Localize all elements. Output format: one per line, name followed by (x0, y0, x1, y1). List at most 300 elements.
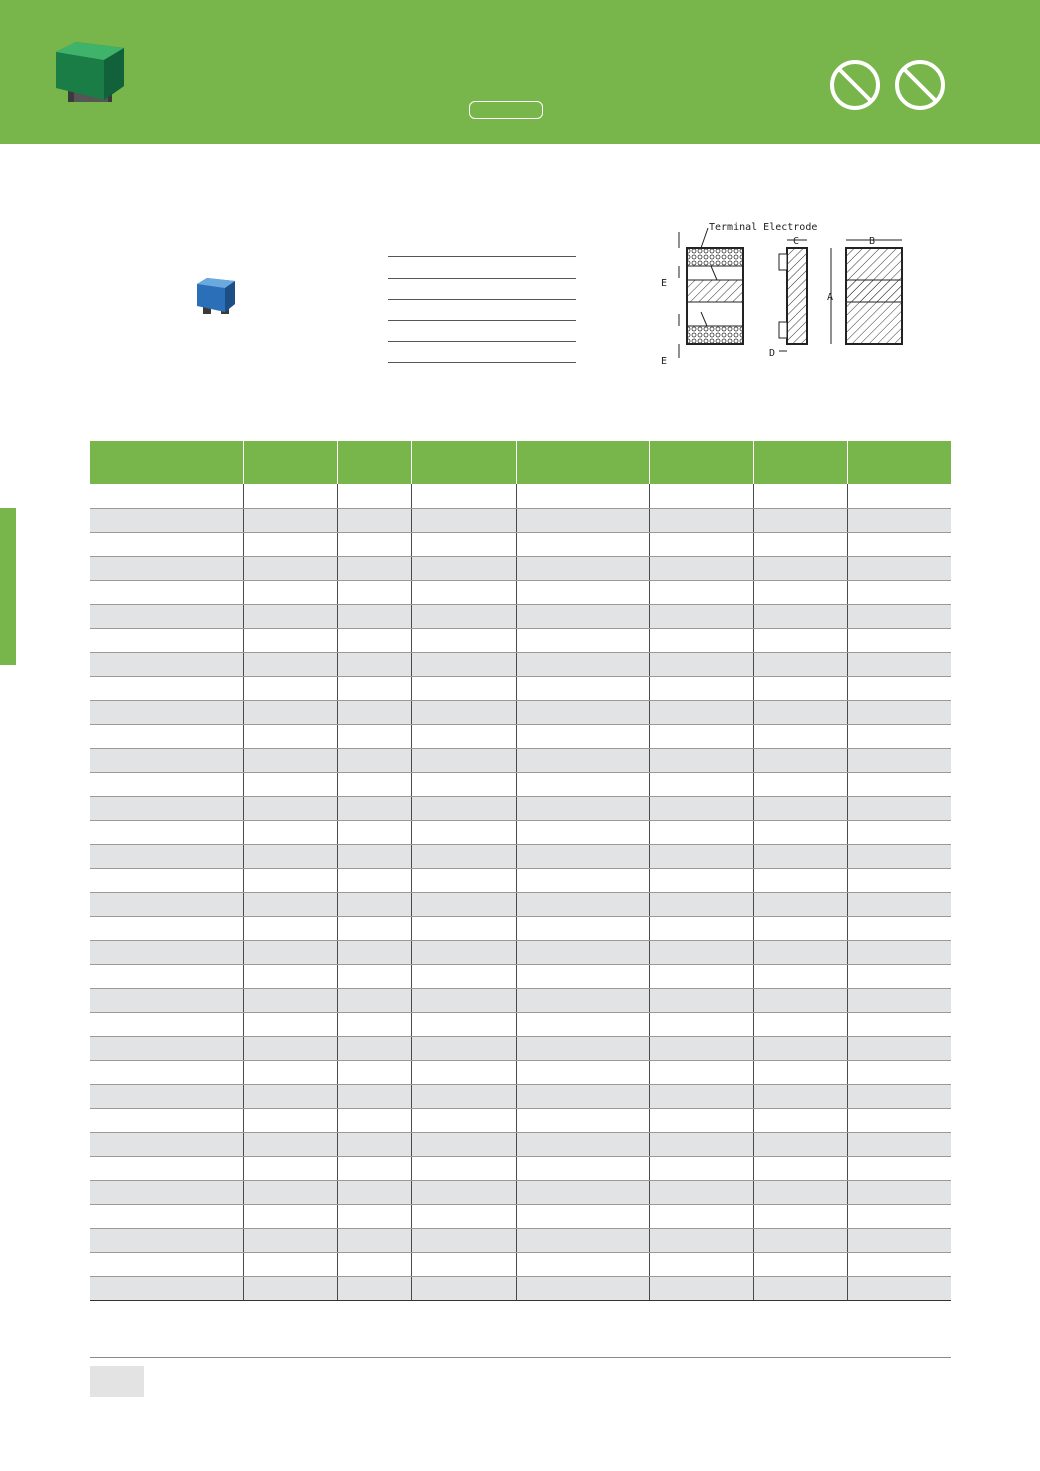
table-row (90, 556, 951, 580)
table-cell (90, 748, 243, 772)
table-cell (243, 1036, 337, 1060)
table-cell (337, 1060, 411, 1084)
table-cell (243, 1060, 337, 1084)
table-cell (847, 580, 951, 604)
table-cell (337, 724, 411, 748)
table-cell (516, 988, 649, 1012)
table-row (90, 1228, 951, 1252)
table-cell (516, 1180, 649, 1204)
table-cell (516, 964, 649, 988)
table-cell (411, 844, 516, 868)
table-cell (649, 676, 753, 700)
table-cell (649, 556, 753, 580)
table-cell (649, 532, 753, 556)
table-cell (411, 1108, 516, 1132)
table-cell (411, 772, 516, 796)
table-cell (337, 1132, 411, 1156)
table-cell (516, 1060, 649, 1084)
table-cell (411, 628, 516, 652)
table-cell (753, 1012, 847, 1036)
table-cell (90, 1180, 243, 1204)
table-cell (847, 700, 951, 724)
table-cell (243, 484, 337, 508)
table-row (90, 964, 951, 988)
table-body (90, 484, 951, 1300)
table-cell (649, 604, 753, 628)
table-cell (411, 748, 516, 772)
table-cell (649, 652, 753, 676)
table-cell (337, 604, 411, 628)
table-row (90, 1108, 951, 1132)
table-cell (411, 1060, 516, 1084)
table-cell (337, 1156, 411, 1180)
table-cell (753, 988, 847, 1012)
table-cell (243, 820, 337, 844)
table-cell (90, 772, 243, 796)
table-cell (411, 604, 516, 628)
table-cell (90, 556, 243, 580)
table-cell (90, 700, 243, 724)
table-cell (90, 1060, 243, 1084)
table-cell (516, 1132, 649, 1156)
column-header (90, 441, 243, 484)
table-cell (411, 1036, 516, 1060)
table-cell (847, 1036, 951, 1060)
ordering-code-table (388, 256, 576, 363)
table-cell (90, 604, 243, 628)
table-cell (847, 604, 951, 628)
table-cell (243, 532, 337, 556)
table-cell (243, 508, 337, 532)
table-cell (90, 964, 243, 988)
table-cell (337, 1012, 411, 1036)
table-cell (753, 1180, 847, 1204)
table-row (90, 796, 951, 820)
table-cell (516, 916, 649, 940)
table-cell (753, 700, 847, 724)
table-row (90, 988, 951, 1012)
table-cell (753, 1060, 847, 1084)
table-row (90, 532, 951, 556)
table-cell (516, 532, 649, 556)
table-cell (649, 748, 753, 772)
table-row (90, 628, 951, 652)
table-cell (90, 652, 243, 676)
table-cell (753, 892, 847, 916)
table-row (90, 580, 951, 604)
dim-e-top: E (661, 278, 668, 289)
table-cell (411, 556, 516, 580)
dim-d: D (769, 348, 776, 359)
table-cell (243, 628, 337, 652)
table-cell (243, 772, 337, 796)
table-cell (516, 580, 649, 604)
table-cell (516, 1012, 649, 1036)
table-cell (337, 532, 411, 556)
table-cell (411, 868, 516, 892)
table-cell (243, 1156, 337, 1180)
table-cell (243, 1252, 337, 1276)
table-cell (243, 1204, 337, 1228)
table-row (90, 724, 951, 748)
table-cell (649, 916, 753, 940)
table-cell (847, 892, 951, 916)
table-cell (847, 1132, 951, 1156)
dim-c: C (793, 236, 800, 247)
table-cell (649, 1228, 753, 1252)
table-cell (411, 652, 516, 676)
table-cell (516, 628, 649, 652)
table-cell (753, 820, 847, 844)
table-cell (337, 556, 411, 580)
table-row (90, 1204, 951, 1228)
inductor-product-icon (50, 40, 130, 110)
table-cell (753, 796, 847, 820)
table-cell (753, 772, 847, 796)
table-cell (649, 892, 753, 916)
table-cell (243, 1228, 337, 1252)
table-cell (90, 1084, 243, 1108)
table-cell (337, 916, 411, 940)
table-cell (649, 1252, 753, 1276)
table-cell (411, 508, 516, 532)
table-cell (411, 724, 516, 748)
table-cell (649, 628, 753, 652)
table-cell (753, 652, 847, 676)
table-cell (516, 724, 649, 748)
table-cell (753, 1228, 847, 1252)
table-cell (847, 748, 951, 772)
table-cell (649, 868, 753, 892)
table-cell (847, 508, 951, 532)
table-cell (90, 532, 243, 556)
table-cell (649, 820, 753, 844)
table-cell (516, 556, 649, 580)
table-cell (90, 484, 243, 508)
table-cell (411, 940, 516, 964)
table-rule (388, 342, 576, 363)
side-view (787, 248, 807, 344)
table-cell (649, 940, 753, 964)
table-cell (753, 748, 847, 772)
column-header (243, 441, 337, 484)
table-cell (337, 988, 411, 1012)
table-cell (337, 892, 411, 916)
table-cell (649, 724, 753, 748)
table-cell (753, 916, 847, 940)
table-cell (847, 628, 951, 652)
table-cell (411, 916, 516, 940)
table-cell (337, 1252, 411, 1276)
table-row (90, 1180, 951, 1204)
table-cell (411, 964, 516, 988)
table-cell (847, 820, 951, 844)
table-cell (411, 1180, 516, 1204)
table-cell (649, 796, 753, 820)
table-cell (847, 916, 951, 940)
table-row (90, 1132, 951, 1156)
table-cell (847, 964, 951, 988)
table-cell (753, 964, 847, 988)
table-row (90, 508, 951, 532)
table-cell (649, 1204, 753, 1228)
table-cell (516, 796, 649, 820)
table-cell (90, 580, 243, 604)
table-cell (516, 892, 649, 916)
table-cell (753, 868, 847, 892)
table-row (90, 844, 951, 868)
table-cell (649, 844, 753, 868)
table-cell (337, 940, 411, 964)
table-cell (649, 1060, 753, 1084)
table-cell (243, 1012, 337, 1036)
table-cell (649, 988, 753, 1012)
table-row (90, 916, 951, 940)
table-cell (516, 940, 649, 964)
table-row (90, 772, 951, 796)
table-cell (90, 796, 243, 820)
table-cell (516, 1156, 649, 1180)
table-cell (516, 508, 649, 532)
table-row (90, 820, 951, 844)
table-cell (847, 1108, 951, 1132)
table-cell (649, 700, 753, 724)
table-cell (847, 652, 951, 676)
table-cell (753, 1276, 847, 1300)
table-cell (847, 1012, 951, 1036)
table-cell (243, 604, 337, 628)
table-cell (243, 556, 337, 580)
table-cell (649, 1012, 753, 1036)
table-row (90, 940, 951, 964)
table-row (90, 868, 951, 892)
table-cell (847, 1156, 951, 1180)
table-row (90, 700, 951, 724)
column-header (411, 441, 516, 484)
table-cell (243, 1084, 337, 1108)
table-cell (243, 844, 337, 868)
table-cell (411, 892, 516, 916)
table-cell (243, 748, 337, 772)
dim-b: B (869, 236, 876, 247)
table-cell (649, 1036, 753, 1060)
table-rule (388, 258, 576, 279)
table-cell (847, 772, 951, 796)
component-photo (193, 276, 239, 316)
table-cell (649, 1084, 753, 1108)
table-cell (516, 868, 649, 892)
table-cell (847, 1084, 951, 1108)
table-cell (649, 1180, 753, 1204)
table-cell (753, 1252, 847, 1276)
table-cell (90, 1108, 243, 1132)
table-cell (243, 1132, 337, 1156)
no-symbol-icon (894, 59, 946, 111)
table-cell (753, 1084, 847, 1108)
table-cell (847, 796, 951, 820)
table-cell (243, 676, 337, 700)
page-number-box (90, 1366, 144, 1397)
table-cell (847, 484, 951, 508)
table-cell (847, 1060, 951, 1084)
table-cell (411, 1084, 516, 1108)
table-cell (847, 1228, 951, 1252)
dim-e-bottom: E (661, 356, 668, 367)
table-cell (753, 724, 847, 748)
no-symbol-icon (829, 59, 881, 111)
table-cell (847, 724, 951, 748)
table-cell (337, 1228, 411, 1252)
table-cell (337, 700, 411, 724)
table-cell (337, 1108, 411, 1132)
table-cell (847, 868, 951, 892)
table-cell (411, 820, 516, 844)
table-cell (753, 508, 847, 532)
table-cell (847, 844, 951, 868)
table-rule (388, 321, 576, 342)
table-cell (337, 868, 411, 892)
table-cell (516, 1108, 649, 1132)
table-cell (847, 1180, 951, 1204)
table-cell (753, 844, 847, 868)
table-cell (337, 1084, 411, 1108)
table-row (90, 484, 951, 508)
table-cell (90, 868, 243, 892)
table-cell (243, 796, 337, 820)
table-cell (243, 940, 337, 964)
table-cell (753, 1108, 847, 1132)
column-header (847, 441, 951, 484)
table-cell (516, 844, 649, 868)
table-row (90, 892, 951, 916)
table-cell (847, 988, 951, 1012)
table-cell (90, 940, 243, 964)
table-cell (243, 1276, 337, 1300)
table-cell (337, 508, 411, 532)
table-cell (411, 1228, 516, 1252)
table-cell (337, 652, 411, 676)
table-row (90, 1084, 951, 1108)
table-row (90, 604, 951, 628)
table-cell (649, 1156, 753, 1180)
table-cell (847, 532, 951, 556)
table-cell (753, 940, 847, 964)
table-row (90, 1060, 951, 1084)
column-header (649, 441, 753, 484)
table-cell (337, 1204, 411, 1228)
table-row (90, 1012, 951, 1036)
table-cell (90, 1156, 243, 1180)
table-cell (337, 820, 411, 844)
table-cell (411, 532, 516, 556)
table-cell (90, 1276, 243, 1300)
table-cell (516, 1252, 649, 1276)
table-cell (753, 532, 847, 556)
table-cell (847, 940, 951, 964)
table-cell (411, 796, 516, 820)
table-cell (649, 964, 753, 988)
table-cell (516, 1036, 649, 1060)
series-badge (469, 101, 543, 119)
table-cell (516, 1276, 649, 1300)
table-cell (90, 1132, 243, 1156)
table-cell (753, 676, 847, 700)
table-cell (90, 1036, 243, 1060)
table-cell (90, 892, 243, 916)
table-cell (337, 1180, 411, 1204)
side-tab (0, 508, 16, 665)
table-cell (516, 1204, 649, 1228)
table-cell (90, 1252, 243, 1276)
table-cell (90, 724, 243, 748)
table-cell (411, 1132, 516, 1156)
table-cell (649, 484, 753, 508)
table-cell (90, 1012, 243, 1036)
table-cell (411, 700, 516, 724)
table-cell (243, 1180, 337, 1204)
table-cell (649, 1108, 753, 1132)
table-cell (753, 604, 847, 628)
table-cell (753, 1204, 847, 1228)
table-cell (753, 1132, 847, 1156)
dimension-drawing (655, 218, 915, 370)
table-cell (753, 580, 847, 604)
table-cell (753, 628, 847, 652)
table-rule (388, 279, 576, 300)
table-cell (847, 1252, 951, 1276)
table-cell (649, 580, 753, 604)
table-cell (337, 676, 411, 700)
column-header (337, 441, 411, 484)
table-cell (90, 676, 243, 700)
dim-a: A (827, 292, 834, 303)
column-header (516, 441, 649, 484)
table-row (90, 676, 951, 700)
table-cell (411, 1204, 516, 1228)
table-cell (243, 724, 337, 748)
table-header-row (90, 441, 951, 484)
table-cell (411, 1276, 516, 1300)
table-cell (90, 844, 243, 868)
table-cell (753, 484, 847, 508)
table-cell (516, 748, 649, 772)
table-cell (243, 700, 337, 724)
table-cell (847, 556, 951, 580)
table-cell (516, 700, 649, 724)
table-row (90, 652, 951, 676)
table-cell (516, 676, 649, 700)
table-cell (753, 1036, 847, 1060)
table-cell (411, 580, 516, 604)
table-cell (243, 892, 337, 916)
table-cell (847, 1276, 951, 1300)
table-cell (90, 916, 243, 940)
table-row (90, 1036, 951, 1060)
table-row (90, 1252, 951, 1276)
table-cell (90, 1204, 243, 1228)
table-cell (90, 1228, 243, 1252)
table-cell (516, 604, 649, 628)
table-cell (337, 1276, 411, 1300)
table-cell (337, 796, 411, 820)
table-cell (243, 1108, 337, 1132)
table-row (90, 748, 951, 772)
table-cell (649, 1276, 753, 1300)
table-cell (411, 1252, 516, 1276)
table-rule (388, 300, 576, 321)
table-cell (337, 484, 411, 508)
table-cell (243, 916, 337, 940)
